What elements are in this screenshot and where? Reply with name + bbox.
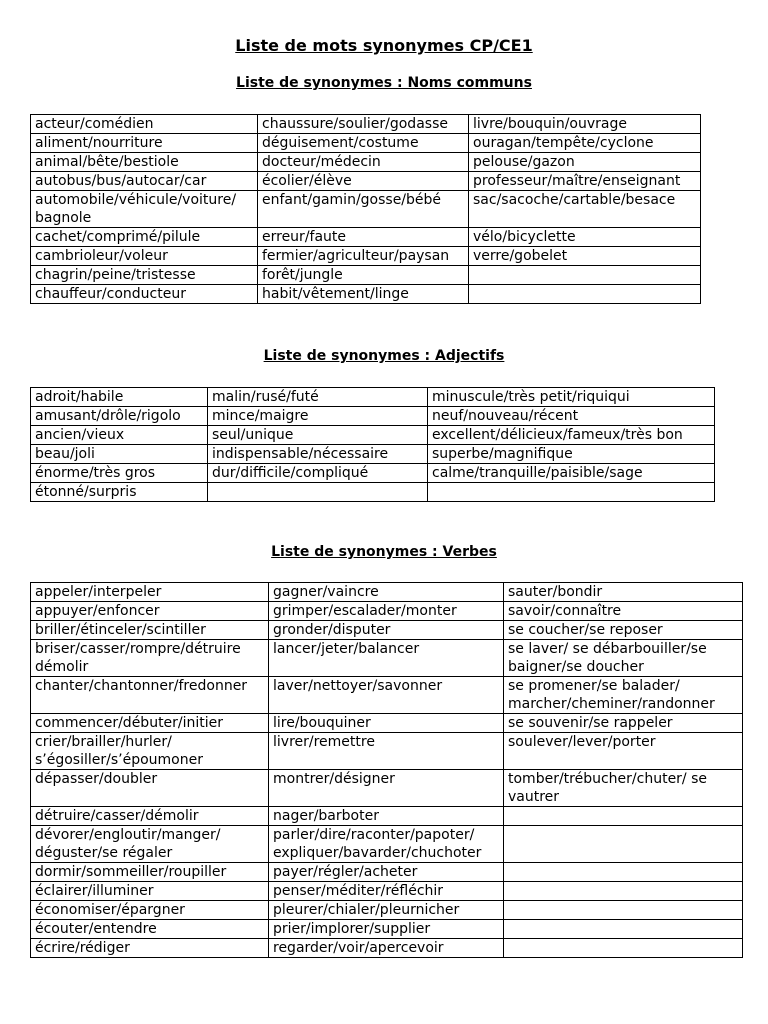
section-heading-adjectifs: Liste de synonymes : Adjectifs xyxy=(263,348,505,364)
table-cell: savoir/connaître xyxy=(504,602,743,621)
table-cell: superbe/magnifique xyxy=(428,445,715,464)
table-cell: livre/bouquin/ouvrage xyxy=(469,115,701,134)
table-cell: appeler/interpeler xyxy=(31,583,269,602)
table-cell: économiser/épargner xyxy=(31,901,269,920)
table-cell: gronder/disputer xyxy=(269,621,504,640)
table-row xyxy=(31,426,715,445)
table-cell: fermier/agriculteur/paysan xyxy=(258,247,469,266)
table-cell: dur/difficile/compliqué xyxy=(208,464,428,483)
table-cell: nager/barboter xyxy=(269,807,504,826)
table-row xyxy=(31,407,715,426)
table-row xyxy=(31,115,701,134)
table-cell: se promener/se balader/ marcher/cheminer/randonner xyxy=(504,677,743,714)
table-cell: erreur/faute xyxy=(258,228,469,247)
table-cell: crier/brailler/hurler/ s’égosiller/s’époumoner xyxy=(31,733,269,770)
table-cell: écrire/rédiger xyxy=(31,939,269,958)
table-cell: dormir/sommeiller/roupiller xyxy=(31,863,269,882)
table-cell xyxy=(469,266,701,285)
table-cell: professeur/maître/enseignant xyxy=(469,172,701,191)
table-cell: déguisement/costume xyxy=(258,134,469,153)
table-row xyxy=(31,807,743,826)
table-cell: livrer/remettre xyxy=(269,733,504,770)
table-cell: adroit/habile xyxy=(31,388,208,407)
table-cell: acteur/comédien xyxy=(31,115,258,134)
table-cell: chauffeur/conducteur xyxy=(31,285,258,304)
table-cell: appuyer/enfoncer xyxy=(31,602,269,621)
table-cell: commencer/débuter/initier xyxy=(31,714,269,733)
table-verbes xyxy=(30,582,743,958)
table-cell xyxy=(504,863,743,882)
table-row xyxy=(31,583,743,602)
table-cell xyxy=(504,939,743,958)
table-row xyxy=(31,445,715,464)
table-cell: enfant/gamin/gosse/bébé xyxy=(258,191,469,228)
table-row xyxy=(31,153,701,172)
table-cell: cachet/comprimé/pilule xyxy=(31,228,258,247)
table-row xyxy=(31,863,743,882)
table-cell: cambrioleur/voleur xyxy=(31,247,258,266)
table-cell: regarder/voir/apercevoir xyxy=(269,939,504,958)
table-cell: parler/dire/raconter/papoter/ expliquer/bavarder/chuchoter xyxy=(269,826,504,863)
table-cell: automobile/véhicule/voiture/ bagnole xyxy=(31,191,258,228)
table-cell: chagrin/peine/tristesse xyxy=(31,266,258,285)
table-cell: payer/régler/acheter xyxy=(269,863,504,882)
table-cell: amusant/drôle/rigolo xyxy=(31,407,208,426)
table-cell xyxy=(504,882,743,901)
table-cell: neuf/nouveau/récent xyxy=(428,407,715,426)
table-cell: mince/maigre xyxy=(208,407,428,426)
table-row xyxy=(31,826,743,863)
table-row xyxy=(31,602,743,621)
table-cell xyxy=(208,483,428,502)
table-cell: grimper/escalader/monter xyxy=(269,602,504,621)
table-cell: aliment/nourriture xyxy=(31,134,258,153)
table-row xyxy=(31,247,701,266)
table-row xyxy=(31,228,701,247)
table-row xyxy=(31,464,715,483)
table-cell: pleurer/chialer/pleurnicher xyxy=(269,901,504,920)
table-cell: énorme/très gros xyxy=(31,464,208,483)
table-cell: écouter/entendre xyxy=(31,920,269,939)
table-cell: se laver/ se débarbouiller/se baigner/se doucher xyxy=(504,640,743,677)
table-cell: montrer/désigner xyxy=(269,770,504,807)
table-cell: calme/tranquille/paisible/sage xyxy=(428,464,715,483)
table-cell: sac/sacoche/cartable/besace xyxy=(469,191,701,228)
table-cell: étonné/surpris xyxy=(31,483,208,502)
table-cell: gagner/vaincre xyxy=(269,583,504,602)
table-cell: excellent/délicieux/fameux/très bon xyxy=(428,426,715,445)
table-row xyxy=(31,714,743,733)
table-cell: malin/rusé/futé xyxy=(208,388,428,407)
table-row xyxy=(31,172,701,191)
table-noms-communs xyxy=(30,114,701,304)
table-row xyxy=(31,621,743,640)
page-title: Liste de mots synonymes CP/CE1 xyxy=(235,36,533,55)
table-row xyxy=(31,388,715,407)
table-row xyxy=(31,939,743,958)
table-cell: ouragan/tempête/cyclone xyxy=(469,134,701,153)
table-cell: docteur/médecin xyxy=(258,153,469,172)
table-cell xyxy=(428,483,715,502)
table-cell xyxy=(504,920,743,939)
table-cell: minuscule/très petit/riquiqui xyxy=(428,388,715,407)
table-cell: forêt/jungle xyxy=(258,266,469,285)
table-cell: prier/implorer/supplier xyxy=(269,920,504,939)
table-cell: briser/casser/rompre/détruire démolir xyxy=(31,640,269,677)
table-cell: beau/joli xyxy=(31,445,208,464)
table-cell: laver/nettoyer/savonner xyxy=(269,677,504,714)
table-row xyxy=(31,285,701,304)
table-cell xyxy=(504,807,743,826)
table-cell: éclairer/illuminer xyxy=(31,882,269,901)
table-row xyxy=(31,920,743,939)
table-row xyxy=(31,134,701,153)
table-cell: tomber/trébucher/chuter/ se vautrer xyxy=(504,770,743,807)
table-row xyxy=(31,483,715,502)
table-row xyxy=(31,677,743,714)
table-cell: verre/gobelet xyxy=(469,247,701,266)
table-row xyxy=(31,770,743,807)
table-row xyxy=(31,266,701,285)
table-cell: sauter/bondir xyxy=(504,583,743,602)
table-cell xyxy=(504,826,743,863)
section-heading-noms: Liste de synonymes : Noms communs xyxy=(236,75,532,91)
table-cell: pelouse/gazon xyxy=(469,153,701,172)
table-cell: détruire/casser/démolir xyxy=(31,807,269,826)
table-row xyxy=(31,640,743,677)
table-cell: dépasser/doubler xyxy=(31,770,269,807)
table-row xyxy=(31,882,743,901)
table-cell: vélo/bicyclette xyxy=(469,228,701,247)
table-cell: chaussure/soulier/godasse xyxy=(258,115,469,134)
table-cell: ancien/vieux xyxy=(31,426,208,445)
table-cell xyxy=(469,285,701,304)
table-row xyxy=(31,901,743,920)
table-cell: penser/méditer/réfléchir xyxy=(269,882,504,901)
table-adjectifs xyxy=(30,387,715,502)
table-cell: chanter/chantonner/fredonner xyxy=(31,677,269,714)
table-row xyxy=(31,733,743,770)
section-heading-verbes: Liste de synonymes : Verbes xyxy=(271,544,497,560)
table-cell xyxy=(504,901,743,920)
table-cell: se souvenir/se rappeler xyxy=(504,714,743,733)
table-cell: habit/vêtement/linge xyxy=(258,285,469,304)
table-cell: indispensable/nécessaire xyxy=(208,445,428,464)
table-cell: seul/unique xyxy=(208,426,428,445)
table-cell: lire/bouquiner xyxy=(269,714,504,733)
table-cell: animal/bête/bestiole xyxy=(31,153,258,172)
table-cell: autobus/bus/autocar/car xyxy=(31,172,258,191)
table-cell: dévorer/engloutir/manger/ déguster/se régaler xyxy=(31,826,269,863)
table-cell: lancer/jeter/balancer xyxy=(269,640,504,677)
table-cell: soulever/lever/porter xyxy=(504,733,743,770)
table-cell: écolier/élève xyxy=(258,172,469,191)
table-cell: se coucher/se reposer xyxy=(504,621,743,640)
table-cell: briller/étinceler/scintiller xyxy=(31,621,269,640)
table-row xyxy=(31,191,701,228)
